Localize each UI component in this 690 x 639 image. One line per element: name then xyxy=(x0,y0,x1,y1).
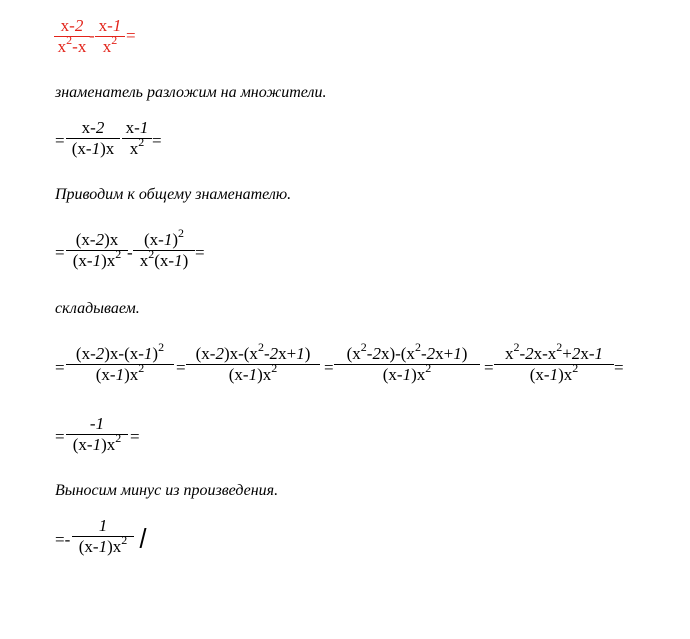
fraction xyxy=(133,226,195,271)
numerator: x-2 xyxy=(81,118,105,137)
equals-sign: = xyxy=(195,243,205,262)
denominator: $(x-1)x^2$ xyxy=(334,364,480,385)
denominator: $(x-1)x^2$ xyxy=(186,364,320,385)
equals-sign: = xyxy=(484,358,494,377)
fraction xyxy=(334,340,480,385)
denominator: $(x-1)x^2$ xyxy=(66,434,128,455)
numerator: x-1 xyxy=(125,118,149,137)
numerator: $x^2-2x-x^2+2x-1$ xyxy=(504,340,604,363)
fraction xyxy=(122,118,152,159)
fraction xyxy=(66,230,128,271)
numerator: $(x-2)x-(x^2-2x+1)$ xyxy=(195,340,311,363)
fraction xyxy=(66,118,120,159)
comment-line: знаменатель разложим на множители. xyxy=(55,84,327,101)
numerator: $(x-2)x-(x-1)^2$ xyxy=(75,340,165,363)
fraction xyxy=(72,516,134,557)
comment-line: складываем. xyxy=(55,300,140,317)
fraction xyxy=(494,340,614,385)
equals-sign: = xyxy=(152,131,162,150)
equals-sign: = xyxy=(55,243,65,262)
fraction xyxy=(186,340,320,385)
denominator: $x^2(x-1)$ xyxy=(133,250,195,271)
numerator: x-1 xyxy=(98,16,122,35)
equals-sign: = xyxy=(126,26,136,45)
comment-line: Приводим к общему знаменателю. xyxy=(55,186,292,203)
fraction xyxy=(66,414,128,455)
denominator: $(x-1)x^2$ xyxy=(66,250,128,271)
denominator: $x^2-x$ xyxy=(54,36,90,57)
text-cursor[interactable] xyxy=(140,528,147,548)
numerator: 1 xyxy=(98,516,108,535)
denominator: $(x-1)x^2$ xyxy=(72,536,134,557)
denominator: $(x-1)x^2$ xyxy=(494,364,614,385)
equals-sign: = xyxy=(55,131,65,150)
denominator: $(x-1)x^2$ xyxy=(66,364,174,385)
denominator: $x^2$ xyxy=(95,36,125,57)
equals-minus-sign: =- xyxy=(55,530,71,549)
numerator: $(x-1)^2$ xyxy=(144,226,184,249)
numerator: $(x^2-2x)-(x^2-2x+1)$ xyxy=(346,340,468,363)
fraction xyxy=(66,340,174,385)
minus-sign: - xyxy=(89,26,95,45)
comment-line: Выносим минус из произведения. xyxy=(55,482,279,499)
equals-sign: = xyxy=(614,358,624,377)
denominator: $x^2$ xyxy=(122,138,152,159)
minus-sign: - xyxy=(127,243,133,262)
numerator: x-2 xyxy=(60,16,84,35)
equals-sign: = xyxy=(55,358,65,377)
numerator: (x-2)x xyxy=(75,230,119,249)
fraction xyxy=(54,16,90,57)
equals-sign: = xyxy=(324,358,334,377)
denominator: (x-1)x xyxy=(66,138,120,159)
equals-sign: = xyxy=(130,427,140,446)
equals-sign: = xyxy=(55,427,65,446)
equals-sign: = xyxy=(176,358,186,377)
fraction xyxy=(95,16,125,57)
numerator: -1 xyxy=(89,414,105,433)
